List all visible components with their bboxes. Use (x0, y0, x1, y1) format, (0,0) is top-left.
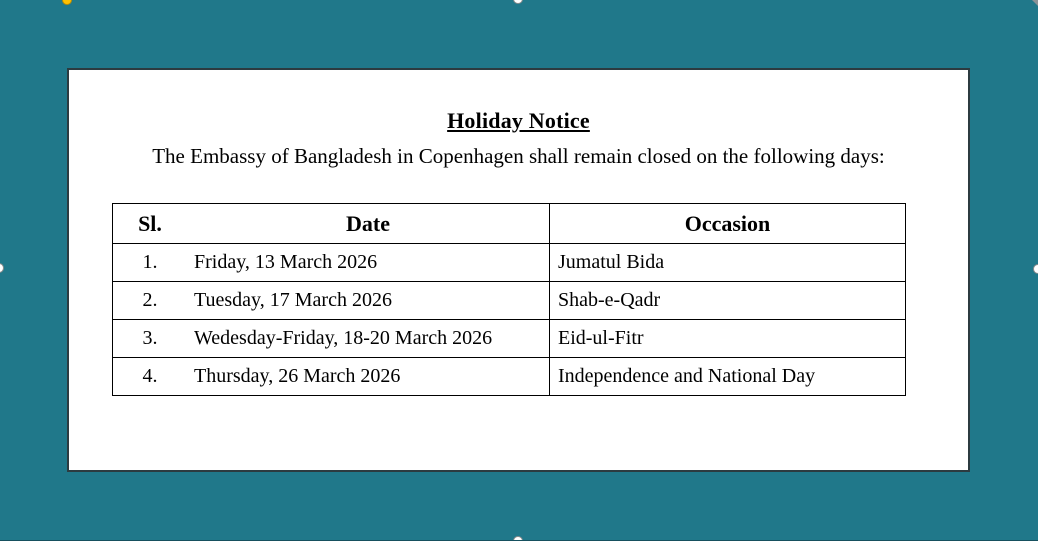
selection-handle-top[interactable] (513, 0, 523, 4)
cell-sl[interactable]: 1. (113, 244, 188, 282)
cell-occasion[interactable]: Eid-ul-Fitr (550, 320, 906, 358)
cell-date[interactable]: Friday, 13 March 2026 (187, 244, 550, 282)
cell-date[interactable]: Thursday, 26 March 2026 (187, 358, 550, 396)
cell-occasion[interactable]: Shab-e-Qadr (550, 282, 906, 320)
cell-sl[interactable]: 4. (113, 358, 188, 396)
cell-date[interactable]: Wedesday-Friday, 18-20 March 2026 (187, 320, 550, 358)
table-row (113, 358, 906, 396)
header-cell-occasion[interactable]: Occasion (550, 204, 906, 244)
selection-handle-left[interactable] (0, 263, 4, 273)
table-header-row (113, 204, 906, 244)
table-row (113, 244, 906, 282)
document-page[interactable] (67, 68, 970, 472)
holiday-table[interactable] (112, 203, 906, 396)
shape-adjust-handle[interactable] (62, 0, 72, 5)
document-title[interactable]: Holiday Notice (447, 108, 590, 133)
header-cell-date[interactable]: Date (187, 204, 550, 244)
table-row (113, 282, 906, 320)
selection-handle-right[interactable] (1033, 264, 1038, 274)
cell-occasion[interactable]: Jumatul Bida (550, 244, 906, 282)
cell-sl[interactable]: 2. (113, 282, 188, 320)
header-cell-sl[interactable]: Sl. (113, 204, 188, 244)
cell-occasion[interactable]: Independence and National Day (550, 358, 906, 396)
table-row (113, 320, 906, 358)
corner-artifact (1032, 0, 1038, 6)
cell-date[interactable]: Tuesday, 17 March 2026 (187, 282, 550, 320)
intro-text[interactable]: The Embassy of Bangladesh in Copenhagen shall remain closed on the following days: (152, 144, 885, 168)
cell-sl[interactable]: 3. (113, 320, 188, 358)
